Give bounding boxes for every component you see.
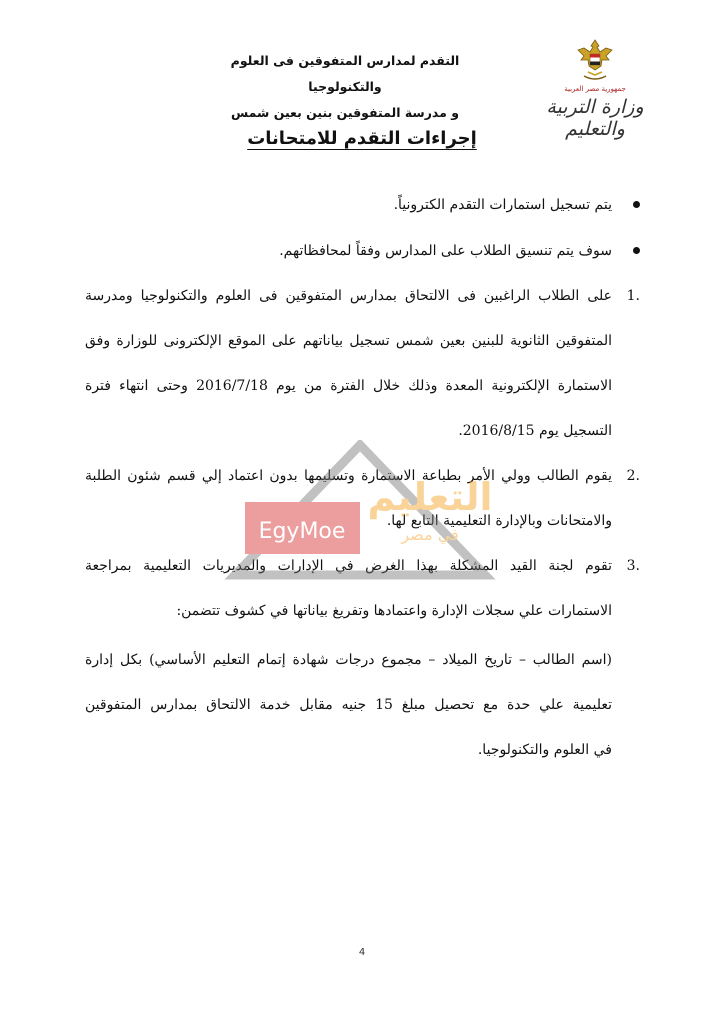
header-line-1: التقدم لمدارس المتفوقين فى العلوم والتكنولوجيا xyxy=(230,53,460,94)
item-line: تقوم لجنة القيد المشكلة بهذا الغرض في الإدارات والمديريات التعليمية بمراجعة xyxy=(85,558,612,574)
bullet-text: سوف يتم تنسيق الطلاب على المدارس وفقاً لمحافظاتهم. xyxy=(279,243,612,259)
item-line: التسجيل يوم 2016/8/15. xyxy=(458,423,612,439)
item-line: على الطلاب الراغبين فى الالتحاق بمدارس المتفوقين فى العلوم والتكنولوجيا ومدرسة xyxy=(85,288,612,304)
numbered-item-1 xyxy=(85,274,640,454)
watermark-text-right: التعليم xyxy=(367,475,493,519)
item-line: الاستمارات علي سجلات الإدارة واعتمادها وتفريغ بياناتها في كشوف تتضمن: xyxy=(176,603,612,619)
item-number: .2 xyxy=(626,468,640,484)
bullet-text: يتم تسجيل استمارات التقدم الكترونياً. xyxy=(393,197,612,213)
logo-country-text: جمهورية مصر العربية xyxy=(564,85,626,93)
item-line: الاستمارة الإلكترونية المعدة وذلك خلال الفترة من يوم 2016/7/18 وحتى انتهاء فترة xyxy=(85,378,612,394)
page-title xyxy=(150,128,574,149)
bullet-dot-icon xyxy=(633,247,640,254)
numbered-item-2 xyxy=(85,454,640,544)
bullet-item xyxy=(85,182,640,228)
sub-line: تعليمية علي حدة مع تحصيل مبلغ 15 جنيه مقابل خدمة الالتحاق بمدارس المتفوقين xyxy=(85,697,612,713)
item-line: يقوم الطالب وولي الأمر بطباعة الاستمارة وتسليمها بدون اعتماد إلي قسم شئون الطلبة xyxy=(85,468,612,484)
watermark-subtext: في مصر xyxy=(401,525,459,544)
item-number: .3 xyxy=(626,558,640,574)
numbered-item-3 xyxy=(85,544,640,634)
header-text xyxy=(200,48,490,126)
header-line-2: و مدرسة المتفوقين بنين بعين شمس xyxy=(231,105,459,120)
sub-line: في العلوم والتكنولوجيا. xyxy=(477,742,612,758)
bullet-dot-icon xyxy=(633,201,640,208)
page-number: 4 xyxy=(358,947,366,958)
ministry-logo xyxy=(540,38,650,140)
sub-line: (اسم الطالب – تاريخ الميلاد – مجموع درجات شهادة إتمام التعليم الأساسي) بكل إدارة xyxy=(85,652,612,668)
bullet-item xyxy=(85,228,640,274)
watermark-text-left: EgyMoe xyxy=(258,519,346,544)
sub-paragraph xyxy=(85,638,640,773)
item-line: والامتحانات وبالإدارة التعليمية التابع لها. xyxy=(386,513,612,529)
item-line: المتفوقين الثانوية للبنين بعين شمس تسجيل بياناتهم على الموقع الإلكترونى للوزارة وفق xyxy=(85,333,612,349)
page-title-text: إجراءات التقدم للامتحانات xyxy=(247,128,477,149)
eagle-emblem-icon xyxy=(576,38,614,84)
logo-ministry-text: وزارة التربية والتعليم xyxy=(546,96,644,140)
document-body xyxy=(85,182,640,773)
item-number: .1 xyxy=(626,288,640,304)
